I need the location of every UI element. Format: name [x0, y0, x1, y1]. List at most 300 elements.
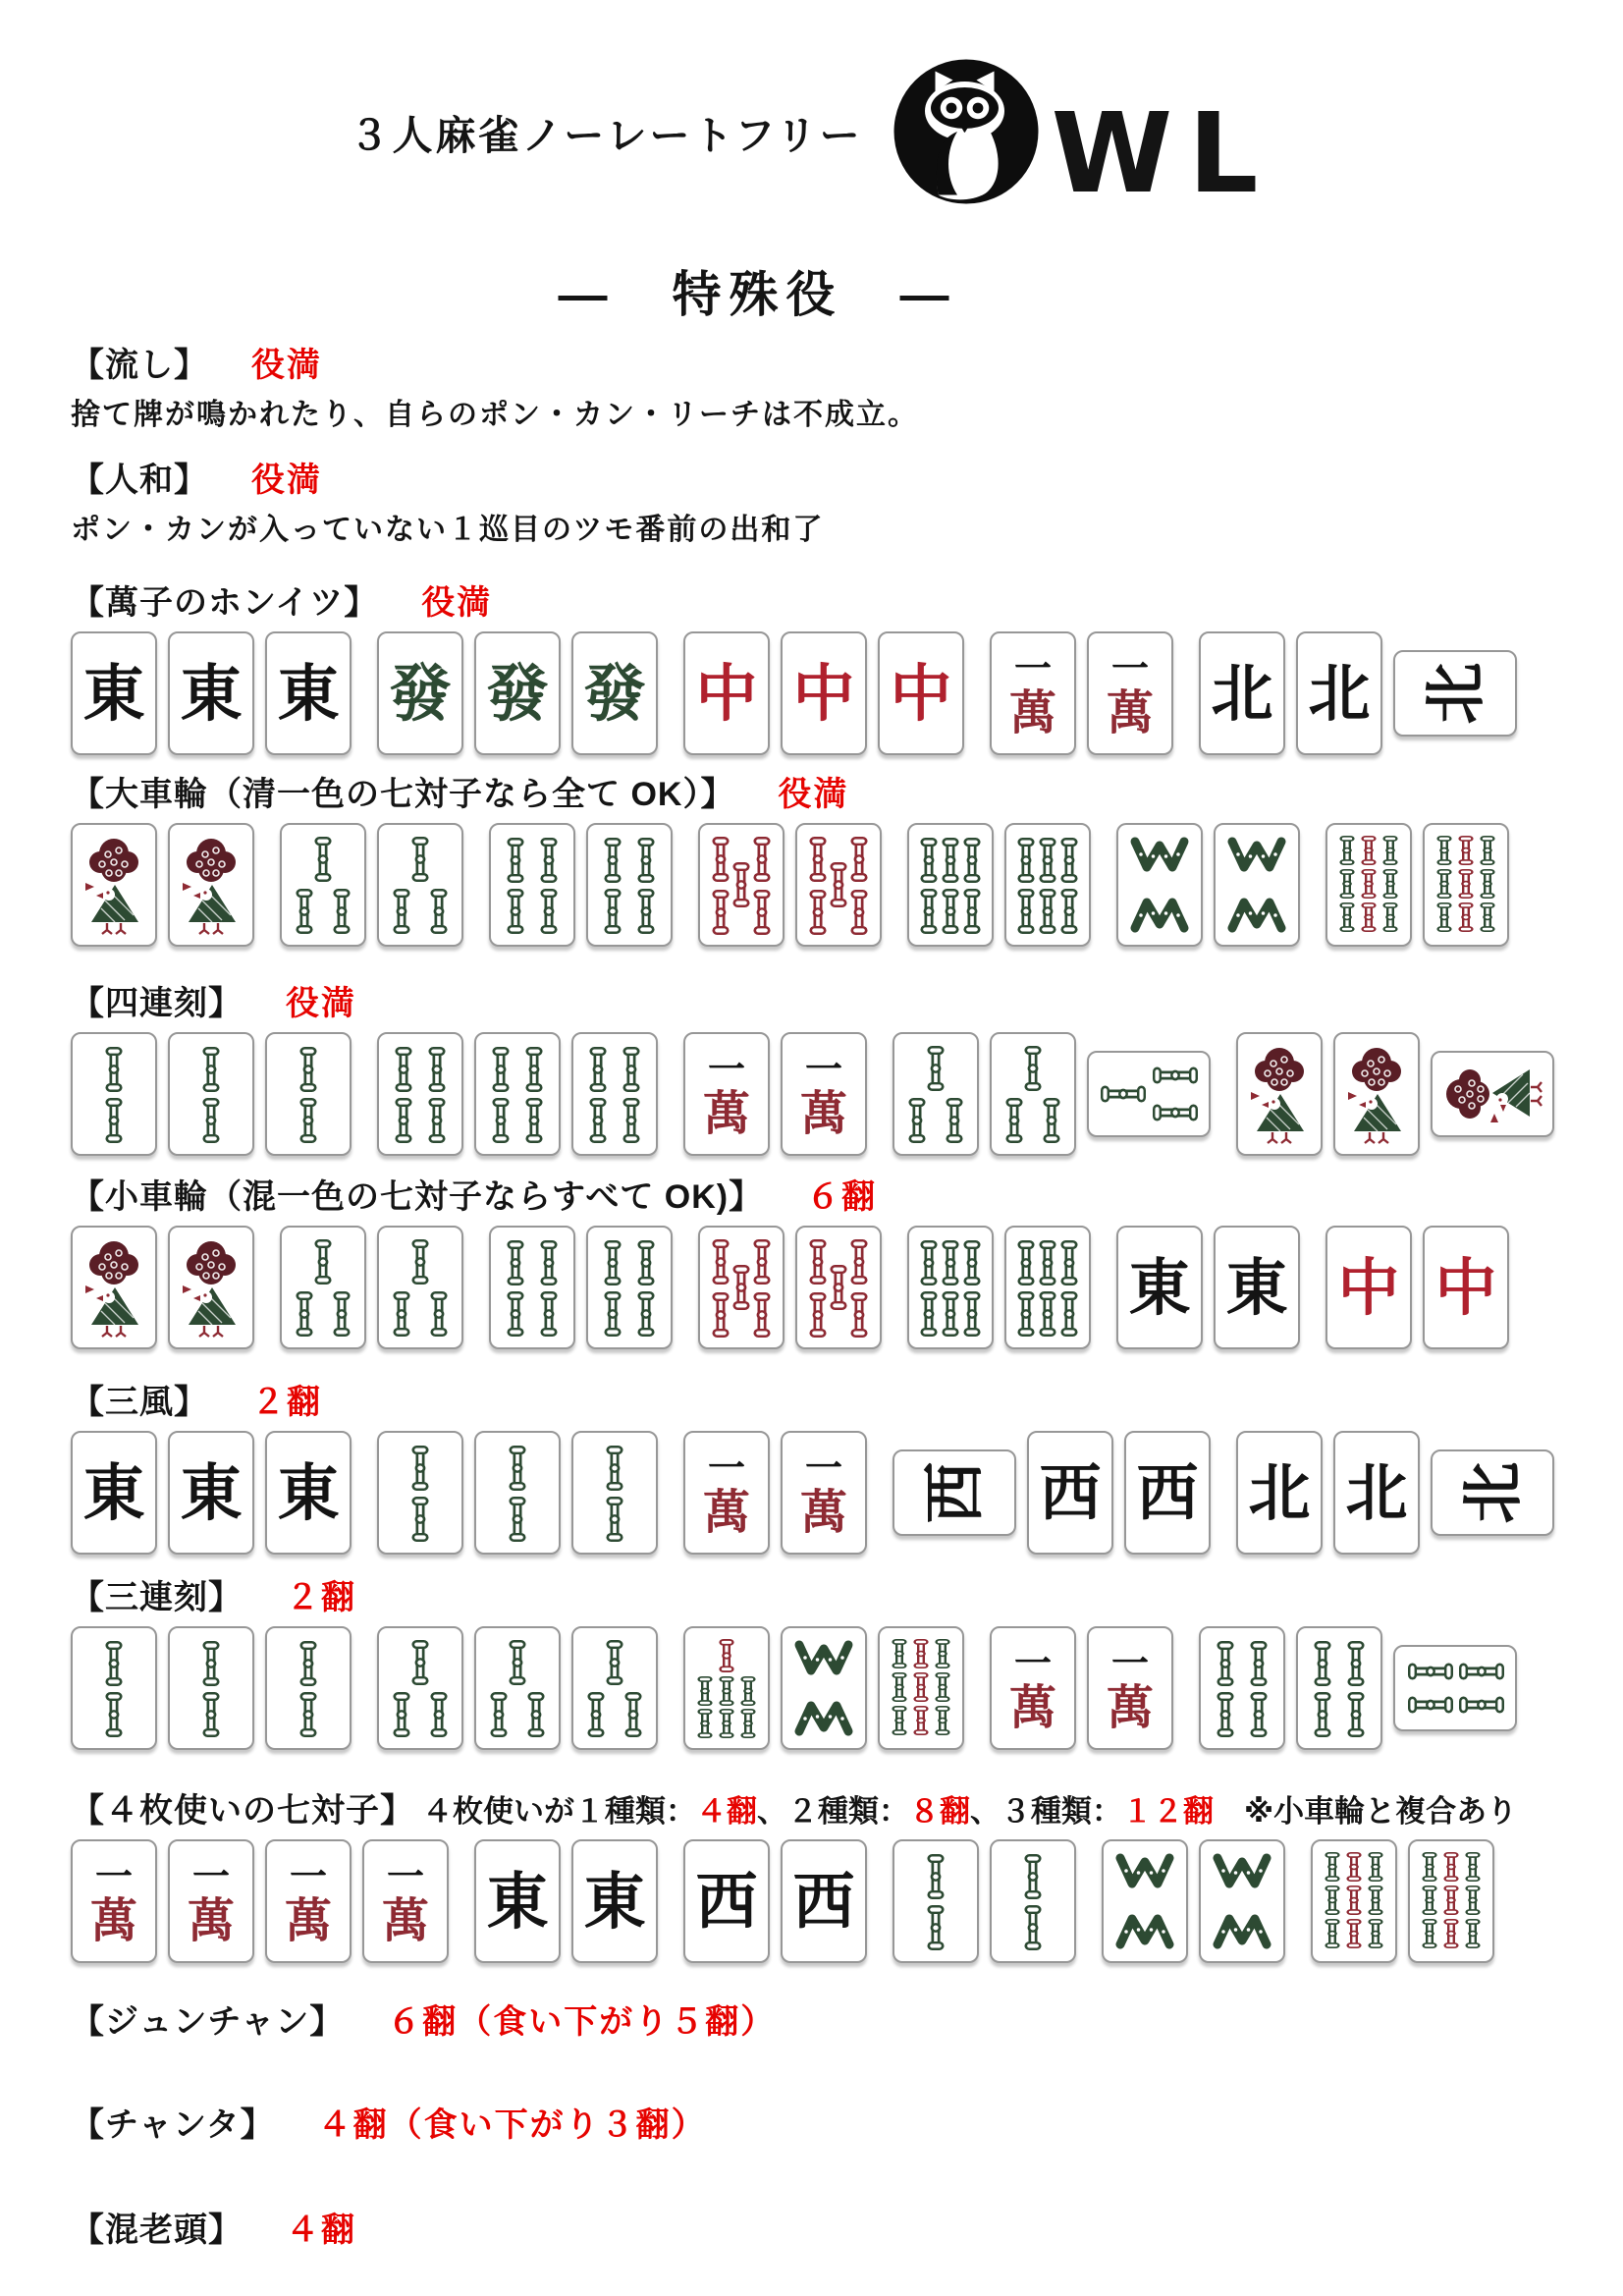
tile-four-sou	[489, 1226, 575, 1349]
bamboo-stick	[490, 1692, 508, 1737]
man-top-glyph: 一	[1110, 1641, 1149, 1685]
bamboo-stick	[697, 1709, 713, 1738]
tile-group	[71, 1626, 352, 1750]
section-value-part: １２翻	[1122, 1794, 1214, 1829]
tile-face	[1214, 823, 1300, 947]
bamboo-stick	[430, 1291, 448, 1337]
bamboo-stick	[892, 1639, 907, 1668]
page-heading: ― 特殊役 ―	[558, 267, 957, 322]
bamboo-stick	[753, 1239, 771, 1285]
section-value: 役満	[251, 462, 322, 499]
bamboo-stick	[202, 1098, 220, 1143]
tile-face	[781, 1626, 867, 1750]
man-top-glyph: 一	[94, 1854, 133, 1898]
tile-four-sou	[586, 823, 673, 947]
man-face	[284, 1854, 332, 1948]
tile-one-man	[1087, 631, 1173, 755]
section-heading	[71, 575, 1552, 624]
bamboo-face	[500, 834, 565, 936]
man-top-glyph: 一	[289, 1854, 327, 1898]
tile-face	[990, 1839, 1076, 1963]
tile-face	[586, 823, 673, 947]
tile-three-sou	[990, 1032, 1076, 1156]
section-value: 役満	[778, 776, 849, 813]
section-value-part: 、３種類：	[970, 1794, 1122, 1829]
bamboo-face	[276, 1637, 341, 1739]
man-bottom-glyph: 萬	[702, 1086, 750, 1141]
bamboo-stick	[830, 1265, 847, 1310]
tile-face	[571, 1431, 658, 1555]
tile-north-wind	[1333, 1431, 1420, 1555]
bamboo-stick	[1436, 869, 1452, 899]
tile-nine-sou	[1423, 823, 1509, 947]
section-nagashi	[71, 338, 1552, 433]
bamboo-stick	[507, 889, 524, 934]
bamboo-stick	[927, 1905, 945, 1950]
tile-one-man	[781, 1431, 867, 1555]
tile-nine-sou	[1325, 823, 1412, 947]
bamboo-stick	[1422, 1852, 1437, 1882]
man-top-glyph: 一	[1013, 646, 1052, 690]
bamboo-stick	[430, 889, 448, 934]
tile-face	[1004, 823, 1091, 947]
tile-glyph: 西	[1136, 1455, 1199, 1529]
bamboo-stick	[1017, 838, 1035, 883]
bamboo-face	[1001, 1043, 1065, 1145]
tile-face	[1199, 1626, 1285, 1750]
tile-face	[878, 1626, 964, 1750]
bamboo-face	[903, 1850, 968, 1952]
bird-face	[179, 834, 243, 936]
bamboo-face	[903, 1043, 968, 1145]
bamboo-stick	[1443, 1886, 1459, 1915]
tile-group	[71, 1839, 449, 1963]
tile-six-sou	[1004, 1226, 1091, 1349]
bamboo-stick	[606, 1497, 623, 1542]
tile-two-sou	[990, 1839, 1076, 1963]
tile-nine-sou	[878, 1626, 964, 1750]
tile-three-sou	[893, 1032, 979, 1156]
tile-red-dragon	[878, 631, 964, 755]
tile-west-wind	[683, 1839, 770, 1963]
tile-east-wind	[71, 631, 157, 755]
tile-face	[265, 1032, 352, 1156]
bamboo-stick	[604, 1291, 622, 1337]
bamboo-face	[1419, 1850, 1484, 1952]
tile-face	[1236, 1032, 1323, 1156]
tile-four-sou	[571, 1032, 658, 1156]
bamboo-stick	[540, 1291, 558, 1337]
bamboo-stick	[1346, 1886, 1362, 1915]
section-label: 【三連刻】	[71, 1579, 243, 1616]
bamboo-stick	[525, 1098, 543, 1143]
tile-face	[168, 1431, 254, 1555]
tile-three-sou	[377, 1626, 463, 1750]
tile-row	[71, 1626, 1552, 1750]
bamboo-stick	[963, 1291, 981, 1337]
bird-face	[1247, 1043, 1312, 1145]
tile-one-sou	[168, 823, 254, 947]
bamboo-stick	[637, 889, 655, 934]
tile-group	[1311, 1839, 1494, 1963]
tile-glyph: 東	[1128, 1250, 1191, 1324]
tile-three-sou	[280, 1226, 366, 1349]
tile-group	[907, 1226, 1091, 1349]
tile-group	[683, 631, 964, 755]
bamboo-stick	[1443, 1919, 1459, 1948]
section-description: 捨て牌が鳴かれたり、自らのポン・カン・リーチは不成立。	[71, 399, 919, 431]
bamboo-stick	[314, 837, 332, 882]
bamboo-face	[582, 1043, 647, 1145]
bamboo-stick	[540, 838, 558, 883]
tile-five-sou	[795, 1226, 882, 1349]
section-label: 【チャンタ】	[71, 2106, 275, 2144]
bamboo-stick	[946, 1098, 963, 1143]
bamboo-stick	[604, 889, 622, 934]
tile-east-wind	[71, 1431, 157, 1555]
tile-glyph: 東	[583, 1864, 646, 1938]
section-value: 役満	[251, 347, 322, 384]
bird-face	[1344, 1043, 1409, 1145]
bamboo-stick	[850, 837, 868, 882]
bamboo-stick	[913, 1639, 929, 1668]
tile-glyph: 中	[695, 656, 758, 730]
bamboo-stick	[105, 1047, 123, 1092]
bamboo-face	[806, 1236, 871, 1339]
tile-row	[71, 1226, 1552, 1349]
bamboo-stick	[697, 1676, 713, 1706]
tile-face	[1124, 1431, 1211, 1555]
section-label: 【四連刻】	[71, 985, 243, 1022]
tile-west-wind-rotated	[893, 1449, 1016, 1536]
tile-face	[168, 823, 254, 947]
tile-face	[1325, 823, 1412, 947]
bamboo-stick	[1361, 836, 1377, 865]
bamboo-stick	[333, 889, 351, 934]
bamboo-stick	[1339, 902, 1355, 932]
tile-red-dragon	[683, 631, 770, 755]
bamboo-stick	[753, 1292, 771, 1338]
bamboo-stick	[740, 1676, 756, 1706]
bamboo-stick	[604, 838, 622, 883]
bamboo-stick	[589, 1047, 607, 1092]
section-honroutou	[71, 2203, 1552, 2251]
tile-one-man	[990, 1626, 1076, 1750]
bamboo-stick	[492, 1098, 510, 1143]
bird-face	[179, 1236, 243, 1339]
tile-face	[1102, 1839, 1188, 1963]
bamboo-stick	[509, 1497, 526, 1542]
tile-face	[1333, 1431, 1420, 1555]
bamboo-stick	[942, 1291, 959, 1337]
bamboo-stick	[712, 1292, 730, 1338]
man-bottom-glyph: 萬	[89, 1893, 137, 1948]
tile-two-sou	[71, 1626, 157, 1750]
tile-row	[71, 1839, 1552, 1963]
tile-group	[683, 1032, 867, 1156]
tile-one-man	[265, 1839, 352, 1963]
bamboo-stick	[393, 1291, 410, 1337]
bamboo-stick	[1480, 836, 1495, 865]
tile-two-sou	[893, 1839, 979, 1963]
bamboo-stick	[507, 1240, 524, 1285]
tile-face	[265, 631, 352, 755]
bamboo-stick	[411, 1239, 429, 1285]
man-top-glyph: 一	[1110, 646, 1149, 690]
bamboo-stick	[1443, 1852, 1459, 1882]
bamboo-stick	[1382, 869, 1398, 899]
bamboo-stick	[809, 837, 827, 882]
section-value: ２翻	[286, 1579, 356, 1616]
tile-face	[489, 1226, 575, 1349]
bamboo-stick	[1458, 869, 1474, 899]
tile-five-sou	[698, 1226, 784, 1349]
tile-glyph: 西	[792, 1864, 855, 1938]
tile-face	[71, 1032, 157, 1156]
man-face	[1008, 1641, 1056, 1735]
section-value-part: 、２種類：	[757, 1794, 909, 1829]
tile-one-sou	[1236, 1032, 1323, 1156]
bamboo-face	[485, 1043, 550, 1145]
tile-face	[377, 631, 463, 755]
tile-face	[265, 1431, 352, 1555]
tile-three-sou	[474, 1626, 561, 1750]
tile-face	[377, 1226, 463, 1349]
tile-six-sou	[907, 823, 994, 947]
tile-group	[1236, 1032, 1554, 1156]
tile-face	[280, 1226, 366, 1349]
bamboo-stick	[1060, 1291, 1078, 1337]
bamboo-face	[276, 1043, 341, 1145]
bamboo-face	[485, 1442, 550, 1544]
bamboo-stick	[732, 1265, 750, 1310]
tile-one-sou	[1333, 1032, 1420, 1156]
bamboo-face	[709, 834, 774, 936]
bamboo-face	[81, 1637, 146, 1739]
man-bottom-glyph: 萬	[1106, 685, 1154, 740]
section-label: 【小車輪（混一色の七対子ならすべて OK)】	[71, 1178, 764, 1216]
bamboo-stick	[927, 1854, 945, 1899]
man-top-glyph: 一	[804, 1446, 842, 1490]
tile-group	[377, 1032, 658, 1156]
man-bottom-glyph: 萬	[1008, 1680, 1056, 1735]
bamboo-stick	[1024, 1046, 1042, 1091]
tile-face	[280, 823, 366, 947]
bamboo-stick	[202, 1047, 220, 1092]
tile-two-sou	[571, 1431, 658, 1555]
tile-eight-sou	[1199, 1839, 1285, 1963]
bamboo-stick	[1039, 838, 1056, 883]
man-face	[1106, 646, 1154, 740]
tile-face	[1236, 1431, 1323, 1555]
tile-row	[71, 631, 1552, 755]
bamboo-stick	[1347, 1641, 1365, 1686]
tile-group	[377, 1626, 658, 1750]
tile-face	[1116, 823, 1203, 947]
tile-six-sou	[907, 1226, 994, 1349]
tile-face	[893, 1839, 979, 1963]
bamboo-stick	[1017, 1240, 1035, 1285]
tile-face	[990, 631, 1076, 755]
tile-two-sou	[474, 1431, 561, 1555]
tile-face	[1423, 823, 1509, 947]
section-heading	[71, 1570, 1552, 1618]
man-bottom-glyph: 萬	[187, 1893, 235, 1948]
bamboo-face	[1307, 1637, 1372, 1739]
tile-glyph: 東	[82, 656, 145, 730]
tile-face	[1393, 1645, 1517, 1731]
bamboo-face	[597, 834, 662, 936]
tile-face	[795, 823, 882, 947]
tile-eight-sou	[1214, 823, 1300, 947]
tile-four-sou	[586, 1226, 673, 1349]
tile-three-sou-rotated	[1087, 1051, 1211, 1137]
bamboo-stick	[395, 1047, 412, 1092]
tile-group	[698, 1226, 882, 1349]
tile-face	[168, 1226, 254, 1349]
tile-group	[1199, 631, 1517, 755]
bamboo-stick	[637, 1291, 655, 1337]
bamboo-stick	[753, 837, 771, 882]
section-label: 【４枚使いの七対子】	[71, 1792, 414, 1830]
bamboo-stick	[892, 1706, 907, 1735]
tile-glyph: 東	[82, 1455, 145, 1529]
tile-four-sou	[1199, 1626, 1285, 1750]
tile-five-sou	[795, 823, 882, 947]
bamboo-stick	[850, 890, 868, 935]
tile-glyph: 發	[389, 656, 452, 730]
bamboo-stick	[1314, 1641, 1331, 1686]
tile-north-wind-rotated	[1393, 650, 1517, 737]
bamboo-stick	[892, 1672, 907, 1702]
tile-face	[1296, 1626, 1382, 1750]
bamboo-stick	[393, 889, 410, 934]
bamboo-stick	[1346, 1852, 1362, 1882]
section-label: 【流し】	[71, 347, 208, 384]
tile-eight-sou	[781, 1626, 867, 1750]
bamboo-stick	[540, 889, 558, 934]
bamboo-stick	[920, 889, 938, 934]
tile-face	[265, 1626, 352, 1750]
section-value-part: ４翻	[696, 1794, 757, 1829]
bamboo-stick	[1480, 869, 1495, 899]
tile-face	[1423, 1226, 1509, 1349]
bamboo-face	[1336, 834, 1401, 936]
tile-group	[683, 1431, 867, 1555]
bamboo-stick	[1153, 1104, 1198, 1121]
bamboo-stick	[1060, 889, 1078, 934]
logo-letters: WL	[1051, 90, 1274, 218]
man-bottom-glyph: 萬	[1106, 1680, 1154, 1735]
tile-glyph: 發	[583, 656, 646, 730]
tile-green-dragon	[377, 631, 463, 755]
man-bottom-glyph: 萬	[799, 1485, 847, 1540]
tile-four-sou	[489, 823, 575, 947]
tile-face	[698, 823, 784, 947]
bamboo-face	[597, 1236, 662, 1339]
sections	[71, 338, 1552, 2251]
tile-face	[683, 631, 770, 755]
bamboo-face	[179, 1043, 243, 1145]
section-manzu-honitsu	[71, 575, 1552, 755]
section-heading	[71, 767, 1552, 815]
tile-glyph: 中	[1337, 1250, 1400, 1324]
bamboo-stick	[1325, 1886, 1340, 1915]
bamboo-stick	[963, 1240, 981, 1285]
bamboo-stick	[299, 1641, 317, 1686]
section-heading	[71, 976, 1552, 1024]
bamboo-face	[1098, 1062, 1200, 1126]
bamboo-stick	[1465, 1852, 1481, 1882]
bamboo-stick	[105, 1692, 123, 1737]
tile-glyph: 北	[1418, 662, 1491, 725]
tile-group	[1199, 1626, 1517, 1750]
bamboo-stick	[963, 889, 981, 934]
tile-face	[71, 1626, 157, 1750]
tile-face	[571, 1032, 658, 1156]
section-daisharin	[71, 767, 1552, 947]
bamboo-stick	[1339, 836, 1355, 865]
bamboo-stick	[1480, 902, 1495, 932]
tile-east-wind	[168, 631, 254, 755]
owl-icon	[893, 58, 1040, 205]
tile-three-sou	[377, 823, 463, 947]
bamboo-stick	[411, 1497, 429, 1542]
bamboo-stick	[1325, 1919, 1340, 1948]
man-face	[799, 1047, 847, 1141]
bamboo-stick	[1422, 1886, 1437, 1915]
bamboo-face	[388, 834, 453, 936]
bamboo-stick	[850, 1292, 868, 1338]
tile-east-wind	[265, 631, 352, 755]
bamboo-face	[582, 1442, 647, 1544]
tile-face	[168, 1839, 254, 1963]
tile-glyph: 中	[890, 656, 952, 730]
bamboo-face	[918, 834, 983, 936]
tile-face	[377, 1431, 463, 1555]
bamboo-stick	[1024, 1905, 1042, 1950]
bamboo-face	[918, 1236, 983, 1339]
bamboo-stick	[1458, 902, 1474, 932]
bamboo-stick	[430, 1692, 448, 1737]
bamboo-stick	[712, 1239, 730, 1285]
bamboo-face	[791, 1637, 856, 1739]
tile-face	[1296, 631, 1382, 755]
bamboo-stick	[202, 1641, 220, 1686]
tile-face	[265, 1839, 352, 1963]
bamboo-stick	[606, 1640, 623, 1685]
bamboo-stick	[719, 1676, 734, 1706]
man-bottom-glyph: 萬	[702, 1485, 750, 1540]
bamboo-face	[485, 1637, 550, 1739]
bamboo-stick	[105, 1641, 123, 1686]
tile-group	[377, 631, 658, 755]
bamboo-stick	[624, 1692, 642, 1737]
bamboo-face	[291, 834, 355, 936]
tile-face	[1431, 1449, 1554, 1536]
bamboo-stick	[1408, 1663, 1453, 1680]
bamboo-stick	[299, 1692, 317, 1737]
tile-group	[1236, 1431, 1554, 1555]
bamboo-stick	[637, 838, 655, 883]
tile-glyph: 中	[1434, 1250, 1497, 1324]
man-bottom-glyph: 萬	[799, 1086, 847, 1141]
bamboo-stick	[589, 1098, 607, 1143]
section-description: ポン・カンが入っていない１巡目のツモ番前の出和了	[71, 514, 825, 546]
tile-five-sou	[698, 823, 784, 947]
tile-face	[683, 1032, 770, 1156]
bamboo-face	[1434, 834, 1498, 936]
